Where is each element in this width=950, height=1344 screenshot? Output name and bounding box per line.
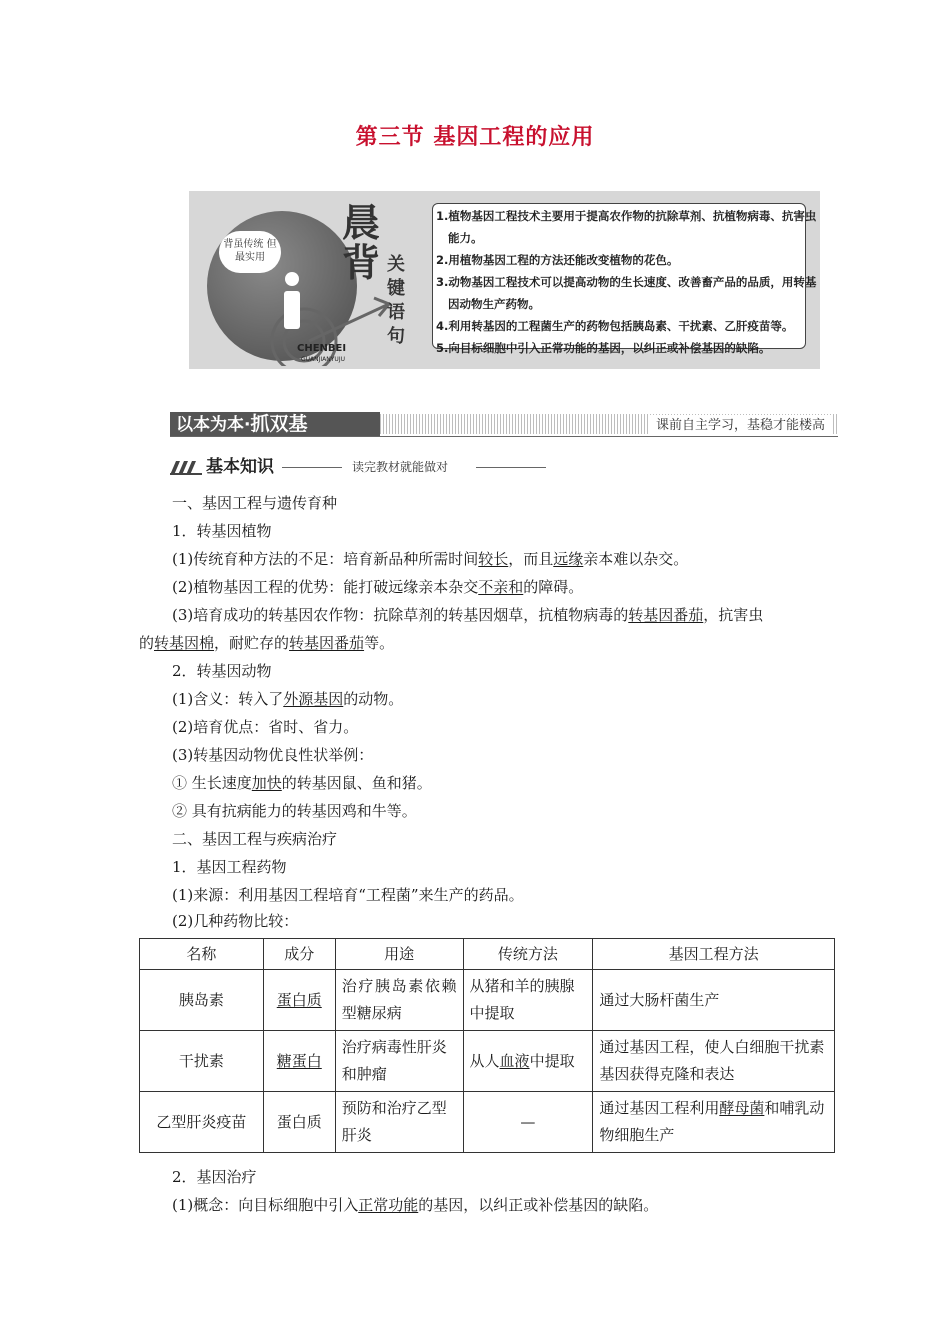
divider — [170, 436, 838, 437]
cell-name: 干扰素 — [140, 1031, 264, 1092]
blank-answer: 加快 — [251, 774, 282, 792]
blank-answer: 较长 — [478, 550, 509, 568]
key-point: 3.动物基因工程技术可以提高动物的生长速度、改善畜产品的品质，用转基因动物生产药物。 — [436, 275, 817, 311]
paragraph: (2)几种药物比较： — [172, 912, 299, 930]
key-points-list — [436, 205, 820, 359]
paragraph: 的转基因棉，耐贮存的转基因番茄等。 — [139, 634, 395, 652]
paragraph: (3)转基因动物优良性状举例： — [172, 746, 374, 764]
section-bar-pattern — [380, 414, 838, 434]
section-subtitle: 课前自主学习，基稳才能楼高 — [650, 415, 831, 437]
blank-answer: 正常功能 — [358, 1196, 419, 1214]
blank-answer: 远缘 — [553, 550, 584, 568]
cell-name: 胰岛素 — [140, 970, 264, 1031]
key-point: 1.植物基因工程技术主要用于提高农作物的抗除草剂、抗植物病毒、抗害虫能力。 — [436, 209, 817, 245]
column-header: 基因工程方法 — [593, 939, 835, 970]
key-point: 5.向目标细胞中引入正常功能的基因，以纠正或补偿基因的缺陷。 — [436, 341, 771, 355]
person-icon — [279, 271, 305, 331]
cell-name: 乙型肝炎疫苗 — [140, 1092, 264, 1153]
cell-genetic: 通过基因工程，使人白细胞干扰素基因获得克隆和表达 — [593, 1031, 835, 1092]
heading-1: 一、基因工程与遗传育种 — [172, 494, 338, 512]
blank-answer: 糖蛋白 — [276, 1051, 322, 1070]
section-bar — [170, 412, 838, 438]
divider — [476, 467, 546, 468]
blank-answer: 外源基因 — [283, 690, 344, 708]
cell-use: 预防和治疗乙型肝炎 — [335, 1092, 463, 1153]
paragraph: ① 生长速度加快的转基因鼠、鱼和猪。 — [172, 774, 432, 792]
cell-use: 治疗胰岛素依赖型糖尿病 — [335, 970, 463, 1031]
heading-2-2: 2．基因治疗 — [172, 1168, 257, 1186]
sub-heading — [170, 455, 550, 481]
sub-heading-note: 读完教材就能做对 — [352, 460, 449, 474]
cell-component — [263, 970, 335, 1031]
blank-answer: 转基因番茄 — [628, 606, 704, 624]
section-label-a: 以本为本· — [176, 415, 251, 435]
column-header: 名称 — [140, 939, 264, 970]
cell-genetic: 通过大肠杆菌生产 — [593, 970, 835, 1031]
drug-comparison-table — [139, 938, 835, 1153]
column-header: 用途 — [335, 939, 463, 970]
blank-answer: 转基因棉 — [154, 634, 215, 652]
cell-component: 蛋白质 — [263, 1092, 335, 1153]
paragraph: ② 具有抗病能力的转基因鸡和牛等。 — [172, 802, 417, 820]
table-row — [140, 970, 835, 1031]
key-sentences-banner — [189, 191, 820, 369]
heading-1-2: 2．转基因动物 — [172, 662, 272, 680]
paragraph: (1)含义：转入了外源基因的动物。 — [172, 690, 404, 708]
paragraph: (1)传统育种方法的不足：培育新品种所需时间较长，而且远缘亲本难以杂交。 — [172, 550, 689, 568]
sub-heading-title: 基本知识 — [206, 457, 274, 477]
paragraph: (2)培育优点：省时、省力。 — [172, 718, 359, 736]
banner-big-chars: 晨背 — [341, 201, 380, 285]
blank-answer: 转基因番茄 — [289, 634, 365, 652]
banner-en-sub: GUANJIANYUJU — [301, 356, 345, 363]
cell-genetic: 通过基因工程利用酵母菌和哺乳动物细胞生产 — [593, 1092, 835, 1153]
section-label — [170, 412, 380, 436]
banner-small-chars: 关键语句 — [387, 254, 405, 347]
cell-traditional: — — [463, 1092, 593, 1153]
section-label-b: 抓双基 — [250, 413, 308, 435]
cell-traditional: 从人血液中提取 — [463, 1031, 593, 1092]
table-row — [140, 1092, 835, 1153]
paragraph: (1)概念：向目标细胞中引入正常功能的基因，以纠正或补偿基因的缺陷。 — [172, 1196, 659, 1214]
banner-en-main: CHENBEI — [297, 343, 347, 354]
heading-2-1: 1．基因工程药物 — [172, 858, 287, 876]
blank-answer: 血液 — [499, 1051, 530, 1070]
blank-answer: 酵母菌 — [719, 1099, 765, 1117]
speech-bubble: 背虽传统 但最实用 — [219, 231, 281, 273]
heading-1-1: 1．转基因植物 — [172, 522, 272, 540]
divider — [282, 467, 342, 468]
page-title: 第三节 基因工程的应用 — [355, 125, 595, 150]
blank-answer: 不亲和 — [478, 578, 524, 596]
blank-answer: 蛋白质 — [276, 990, 322, 1009]
cell-use: 治疗病毒性肝炎和肿瘤 — [335, 1031, 463, 1092]
key-point: 2.用植物基因工程的方法还能改变植物的花色。 — [436, 253, 679, 267]
paragraph: (2)植物基因工程的优势：能打破远缘亲本杂交不亲和的障碍。 — [172, 578, 584, 596]
cell-traditional: 从猪和羊的胰腺中提取 — [463, 970, 593, 1031]
column-header: 成分 — [263, 939, 335, 970]
paragraph: (1)来源：利用基因工程培育“工程菌”来生产的药品。 — [172, 886, 524, 904]
table-header-row — [140, 939, 835, 970]
target-arrow-icon — [249, 286, 399, 366]
heading-2: 二、基因工程与疾病治疗 — [172, 830, 338, 848]
cell-component — [263, 1031, 335, 1092]
table-row — [140, 1031, 835, 1092]
column-header: 传统方法 — [463, 939, 593, 970]
stripes-icon — [170, 461, 202, 475]
paragraph: (3)培育成功的转基因农作物：抗除草剂的转基因烟草，抗植物病毒的转基因番茄，抗害虫 — [172, 606, 764, 624]
key-point: 4.利用转基因的工程菌生产的药物包括胰岛素、干扰素、乙肝疫苗等。 — [436, 319, 794, 333]
